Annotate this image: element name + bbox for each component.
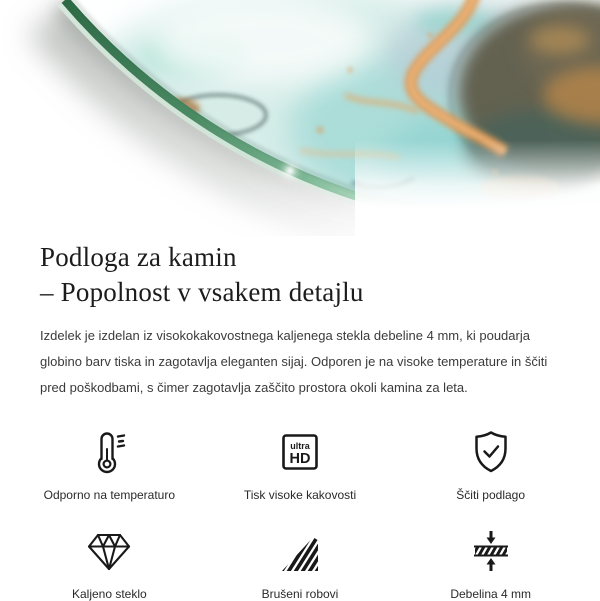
shield-check-icon (467, 427, 515, 477)
thermometer-icon (85, 427, 133, 477)
feature-item-tempered-glass (14, 526, 205, 601)
diamond-icon (85, 526, 133, 576)
feature-label: Brušeni robovi (261, 587, 339, 601)
feature-label: Tisk visoke kakovosti (243, 488, 357, 502)
feature-label: Debelina 4 mm (450, 587, 532, 601)
product-image (0, 0, 600, 236)
feature-label: Kaljeno steklo (71, 587, 147, 601)
product-description: Izdelek je izdelan iz visokokakovostnega kaljenega stekla debeline 4 mm, ki poudarja globino barv tiska in zagotavlja eleganten sijaj. Odporen je na visoke temperature in ščiti pred poškodbami, s čimer zagotavlja zaščito prostora okoli kamina za leta. (40, 328, 548, 395)
feature-item-temperature (14, 427, 205, 502)
svg-text:ultra: ultra (290, 441, 310, 451)
polished-edges-icon (276, 526, 324, 576)
thickness-icon (467, 526, 515, 576)
image-fade-overlay (355, 126, 600, 236)
features-grid (0, 427, 600, 601)
title-line1: Podloga za kamin (40, 242, 237, 272)
feature-item-polished-edges (205, 526, 396, 601)
feature-label: Odporno na temperaturo (43, 488, 176, 502)
feature-label: Ščiti podlago (456, 488, 526, 502)
feature-item-print-quality (205, 427, 396, 502)
feature-item-protects (395, 427, 586, 502)
title-line2: – Popolnost v vsakem detajlu (40, 277, 364, 307)
svg-text:HD: HD (289, 451, 311, 467)
feature-item-thickness (395, 526, 586, 601)
ultra-hd-icon (276, 427, 324, 477)
page-title (40, 240, 560, 310)
